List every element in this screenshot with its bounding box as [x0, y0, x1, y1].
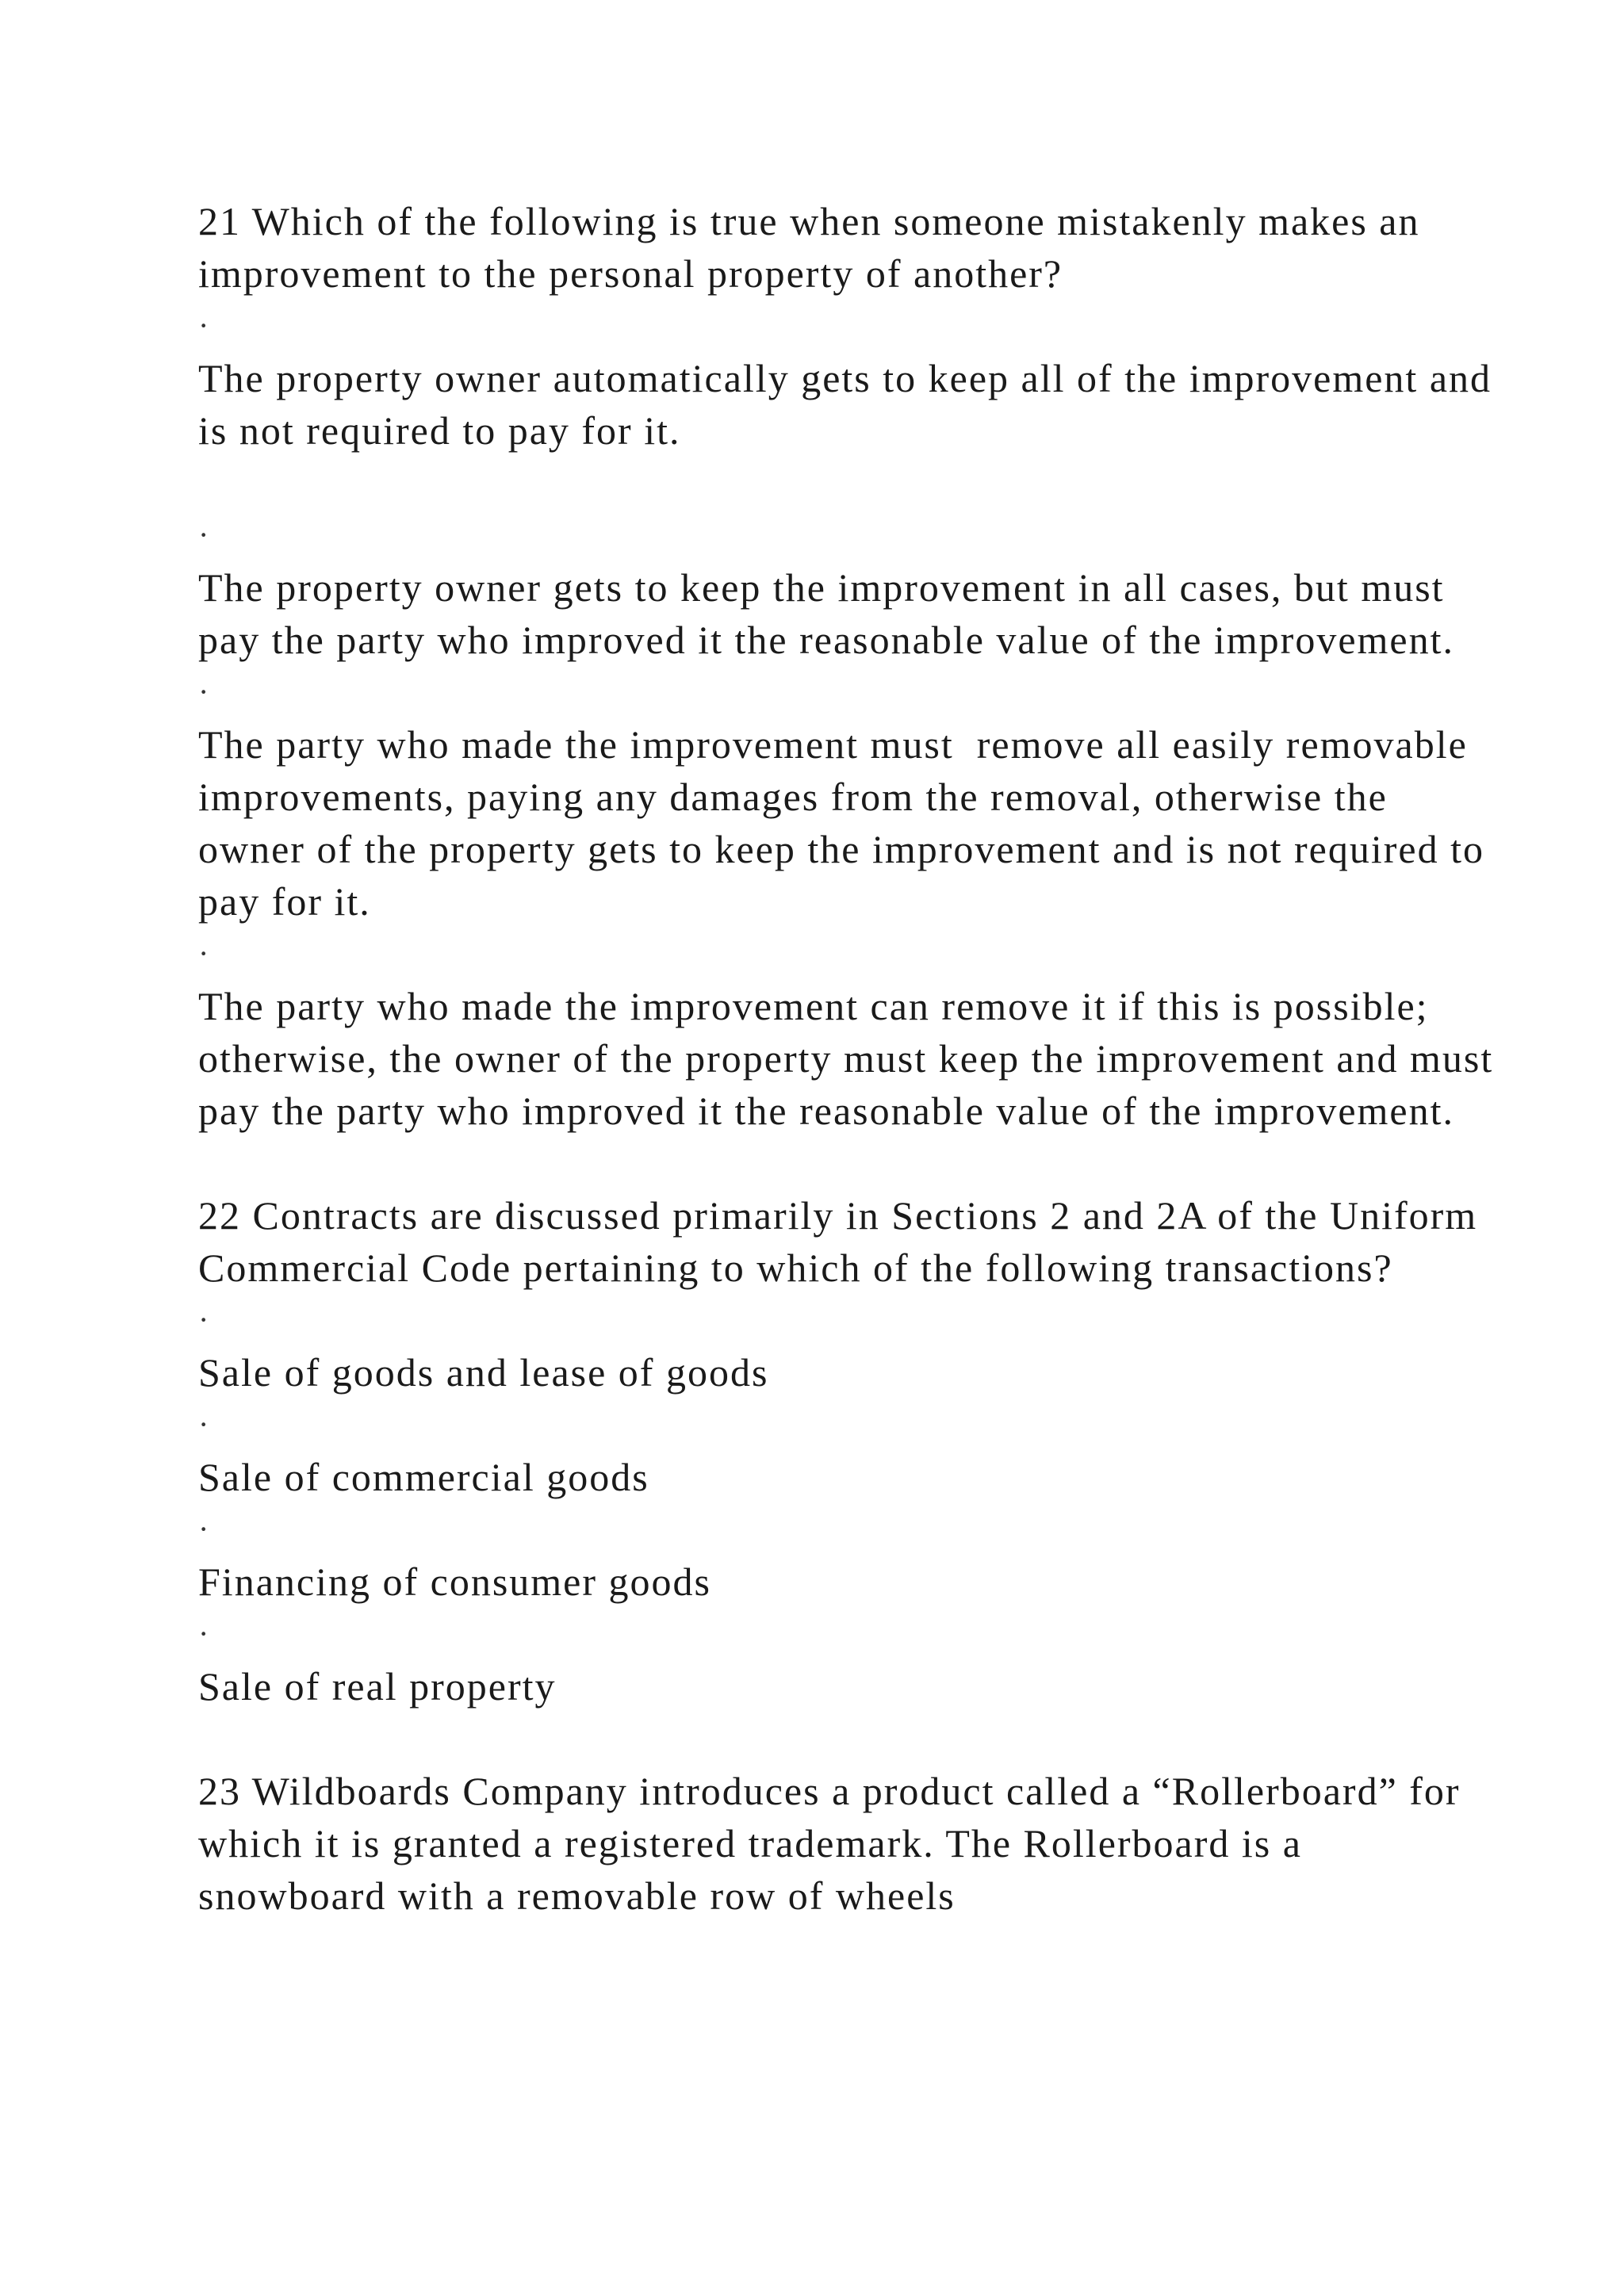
bullet-marker: ·: [198, 517, 211, 553]
question-22-option-4: Sale of real property: [198, 1664, 557, 1709]
question-21-option-3: The party who made the improvement must remove all easily removable improvements, paying any damages from the removal, otherwise the owner of the property gets to keep the improvement and is not required to pay for it.: [198, 722, 1496, 924]
blank-line: [198, 1712, 1499, 1765]
bullet-marker: ·: [198, 1302, 211, 1337]
bullet-marker: ·: [198, 1511, 211, 1547]
question-21-option-4: The party who made the improvement can remove it if this is possible; otherwise, the owner of the property must keep the improvement and must pay the party who improved it the reasonable value of the improvement.: [198, 984, 1505, 1133]
bullet-marker: ·: [198, 674, 211, 710]
question-22-option-3: Financing of consumer goods: [198, 1559, 711, 1604]
question-21-prompt: 21 Which of the following is true when someone mistakenly makes an improvement to the personal property of another?: [198, 199, 1431, 296]
bullet-marker: ·: [198, 1616, 211, 1651]
question-21-option-1: The property owner automatically gets to keep all of the improvement and is not required to pay for it.: [198, 356, 1503, 453]
blank-line: [198, 1137, 1499, 1189]
blank-line: [198, 457, 1499, 509]
question-22-option-1: Sale of goods and lease of goods: [198, 1350, 769, 1395]
document-body: [198, 195, 1505, 1922]
bullet-marker: ·: [198, 1406, 211, 1442]
question-23-prompt: 23 Wildboards Company introduces a product called a “Rollerboard” for which it is granted a registered trademark. The Rollerboard is a snowboard with a removable row of wheels: [198, 1769, 1473, 1918]
question-22-prompt: 22 Contracts are discussed primarily in Sections 2 and 2A of the Uniform Commercial Code pertaining to which of the following transactions?: [198, 1193, 1489, 1290]
bullet-marker: ·: [198, 936, 211, 971]
bullet-marker: ·: [198, 308, 211, 343]
question-21-option-2: The property owner gets to keep the improvement in all cases, but must pay the party who improved it the reasonable value of the improvement.: [198, 565, 1457, 662]
question-22-option-2: Sale of commercial goods: [198, 1455, 649, 1499]
